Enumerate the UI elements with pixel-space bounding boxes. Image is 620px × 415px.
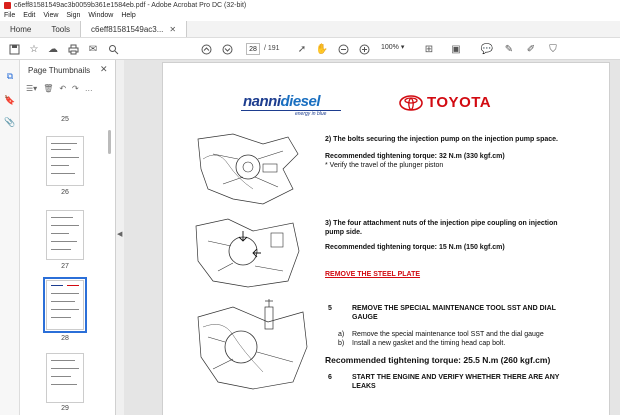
timing-head-cap-bolt-illustration bbox=[193, 297, 311, 393]
mail-icon[interactable]: ✉ bbox=[88, 43, 98, 55]
thumbnails-panel bbox=[20, 60, 116, 415]
section5-torque: Recommended tightening torque: 25.5 N.m (260 kgf.cm) bbox=[325, 355, 551, 365]
comment-icon[interactable]: 💬 bbox=[480, 43, 494, 55]
document-view[interactable] bbox=[124, 60, 620, 415]
pdf-page bbox=[162, 62, 610, 415]
step3-title-line1: 3) The four attachment nuts of the injection pipe coupling on injection bbox=[325, 220, 558, 227]
menu-sign[interactable]: Sign bbox=[66, 12, 81, 19]
section5-title-line2: GAUGE bbox=[352, 314, 378, 321]
nanni-tagline: energy in blue bbox=[295, 111, 327, 117]
close-panel-icon[interactable]: ✕ bbox=[100, 64, 108, 74]
draw-icon[interactable]: ✐ bbox=[526, 43, 536, 55]
zoom-out-icon[interactable] bbox=[337, 43, 349, 55]
hand-tool-icon[interactable]: ✋ bbox=[315, 43, 329, 55]
collapse-panel-icon[interactable]: ◀ bbox=[117, 231, 123, 238]
page-number-input[interactable]: 28 bbox=[246, 43, 260, 55]
section6-title-line2: LEAKS bbox=[352, 383, 376, 390]
menu-file[interactable]: File bbox=[4, 12, 16, 19]
attachments-icon[interactable]: 📎 bbox=[4, 116, 16, 127]
menu-edit[interactable]: Edit bbox=[23, 12, 36, 19]
step2-title: 2) The bolts securing the injection pump on the injection pump space. bbox=[325, 136, 558, 143]
highlight-pen-icon[interactable]: ✎ bbox=[504, 43, 514, 55]
previous-page-icon[interactable] bbox=[200, 43, 212, 55]
toyota-logo bbox=[399, 94, 491, 111]
next-page-icon[interactable] bbox=[221, 43, 233, 55]
section5-a-text: Remove the special maintenance tool SST and the dial gauge bbox=[352, 331, 544, 338]
section5-a-label: a) bbox=[338, 331, 345, 338]
section5-b-text: Install a new gasket and the timing head cap bolt. bbox=[352, 340, 506, 347]
tab-bar bbox=[0, 21, 620, 38]
injection-pump-bolts-illustration bbox=[193, 129, 303, 209]
thumbnail-label: 25 bbox=[61, 116, 69, 123]
rotate-right-icon[interactable]: ↷ bbox=[72, 84, 79, 93]
tab-document[interactable] bbox=[80, 21, 187, 37]
search-icon[interactable] bbox=[107, 43, 119, 55]
stamp-icon[interactable]: ⛉ bbox=[549, 43, 557, 55]
step3-torque: Recommended tightening torque: 15 N.m (150 kgf.cm) bbox=[325, 244, 505, 251]
left-navigation-rail bbox=[0, 60, 20, 415]
more-options-icon[interactable]: … bbox=[84, 84, 93, 93]
rotate-left-icon[interactable]: ↶ bbox=[59, 84, 67, 93]
nanni-diesel-logo: nannidiesel bbox=[243, 93, 321, 110]
thumbnail-toolbar bbox=[26, 84, 110, 96]
step2-torque: Recommended tightening torque: 32 N.m (330 kgf.cm) bbox=[325, 153, 505, 160]
thumbnail-page[interactable] bbox=[46, 210, 84, 260]
section6-title-line1: START THE ENGINE AND VERIFY WHETHER THERE ARE ANY bbox=[352, 374, 560, 381]
zoom-level-value: 100% bbox=[381, 44, 399, 51]
bookmarks-icon[interactable]: 🔖 bbox=[4, 94, 16, 105]
remove-steel-plate-heading: REMOVE THE STEEL PLATE bbox=[325, 271, 421, 278]
menu-bar bbox=[0, 10, 620, 21]
page-thumbnails-icon[interactable]: ⧉ bbox=[6, 70, 14, 81]
toyota-emblem-icon bbox=[399, 95, 423, 111]
zoom-in-icon[interactable] bbox=[358, 43, 370, 55]
close-tab-icon[interactable]: ✕ bbox=[169, 24, 177, 34]
select-cursor-icon[interactable]: ➚ bbox=[297, 43, 307, 55]
injection-pipe-nuts-illustration bbox=[193, 211, 303, 291]
thumbnail-page[interactable] bbox=[46, 136, 84, 186]
upload-cloud-icon[interactable]: ☁ bbox=[48, 43, 58, 55]
section5-number: 5 bbox=[328, 305, 332, 312]
thumbnails-header: Page Thumbnails bbox=[28, 66, 91, 75]
print-icon[interactable] bbox=[67, 43, 79, 55]
thumbnail-page[interactable] bbox=[46, 353, 84, 403]
section6-number: 6 bbox=[328, 374, 332, 381]
save-icon[interactable] bbox=[8, 43, 20, 55]
acrobat-icon bbox=[4, 2, 11, 9]
menu-view[interactable]: View bbox=[43, 12, 59, 19]
menu-help[interactable]: Help bbox=[121, 12, 136, 19]
step3-title-line2: pump side. bbox=[325, 229, 362, 236]
menu-window[interactable]: Window bbox=[88, 12, 114, 19]
window-title: c6eff81581549ac3b0059b361e1584eb.pdf - Adobe Acrobat Pro DC (32-bit) bbox=[14, 1, 247, 9]
thumbnail-options-icon[interactable]: ☰▾ bbox=[26, 84, 38, 93]
toyota-wordmark: TOYOTA bbox=[427, 94, 492, 111]
title-bar bbox=[0, 0, 620, 10]
thumbnail-label: 28 bbox=[61, 335, 69, 342]
step2-note: * Verify the travel of the plunger piston bbox=[325, 162, 444, 169]
thumbnail-label: 29 bbox=[61, 405, 69, 412]
thumbnail-label: 26 bbox=[61, 189, 69, 196]
tab-tools[interactable]: Tools bbox=[51, 24, 71, 34]
bookmark-star-icon[interactable]: ☆ bbox=[29, 43, 39, 55]
delete-page-icon[interactable]: 🗑 bbox=[43, 84, 54, 93]
thumbnail-page-selected[interactable] bbox=[46, 280, 84, 330]
tab-home[interactable]: Home bbox=[10, 24, 32, 34]
page-display-icon[interactable]: ⊞ bbox=[424, 43, 434, 55]
main-toolbar bbox=[0, 38, 620, 60]
section5-b-label: b) bbox=[338, 340, 345, 347]
scroll-mode-icon[interactable]: ▣ bbox=[451, 43, 461, 55]
tab-document-label: c6eff81581549ac3... bbox=[91, 24, 164, 34]
zoom-level-select[interactable]: 100% ▾ bbox=[381, 44, 405, 51]
page-total: / 191 bbox=[264, 45, 280, 52]
thumbnail-scrollbar[interactable] bbox=[108, 130, 111, 154]
section5-title-line1: REMOVE THE SPECIAL MAINTENANCE TOOL SST AND DIAL bbox=[352, 305, 556, 312]
thumbnail-label: 27 bbox=[61, 263, 69, 270]
panel-splitter[interactable] bbox=[116, 60, 124, 415]
